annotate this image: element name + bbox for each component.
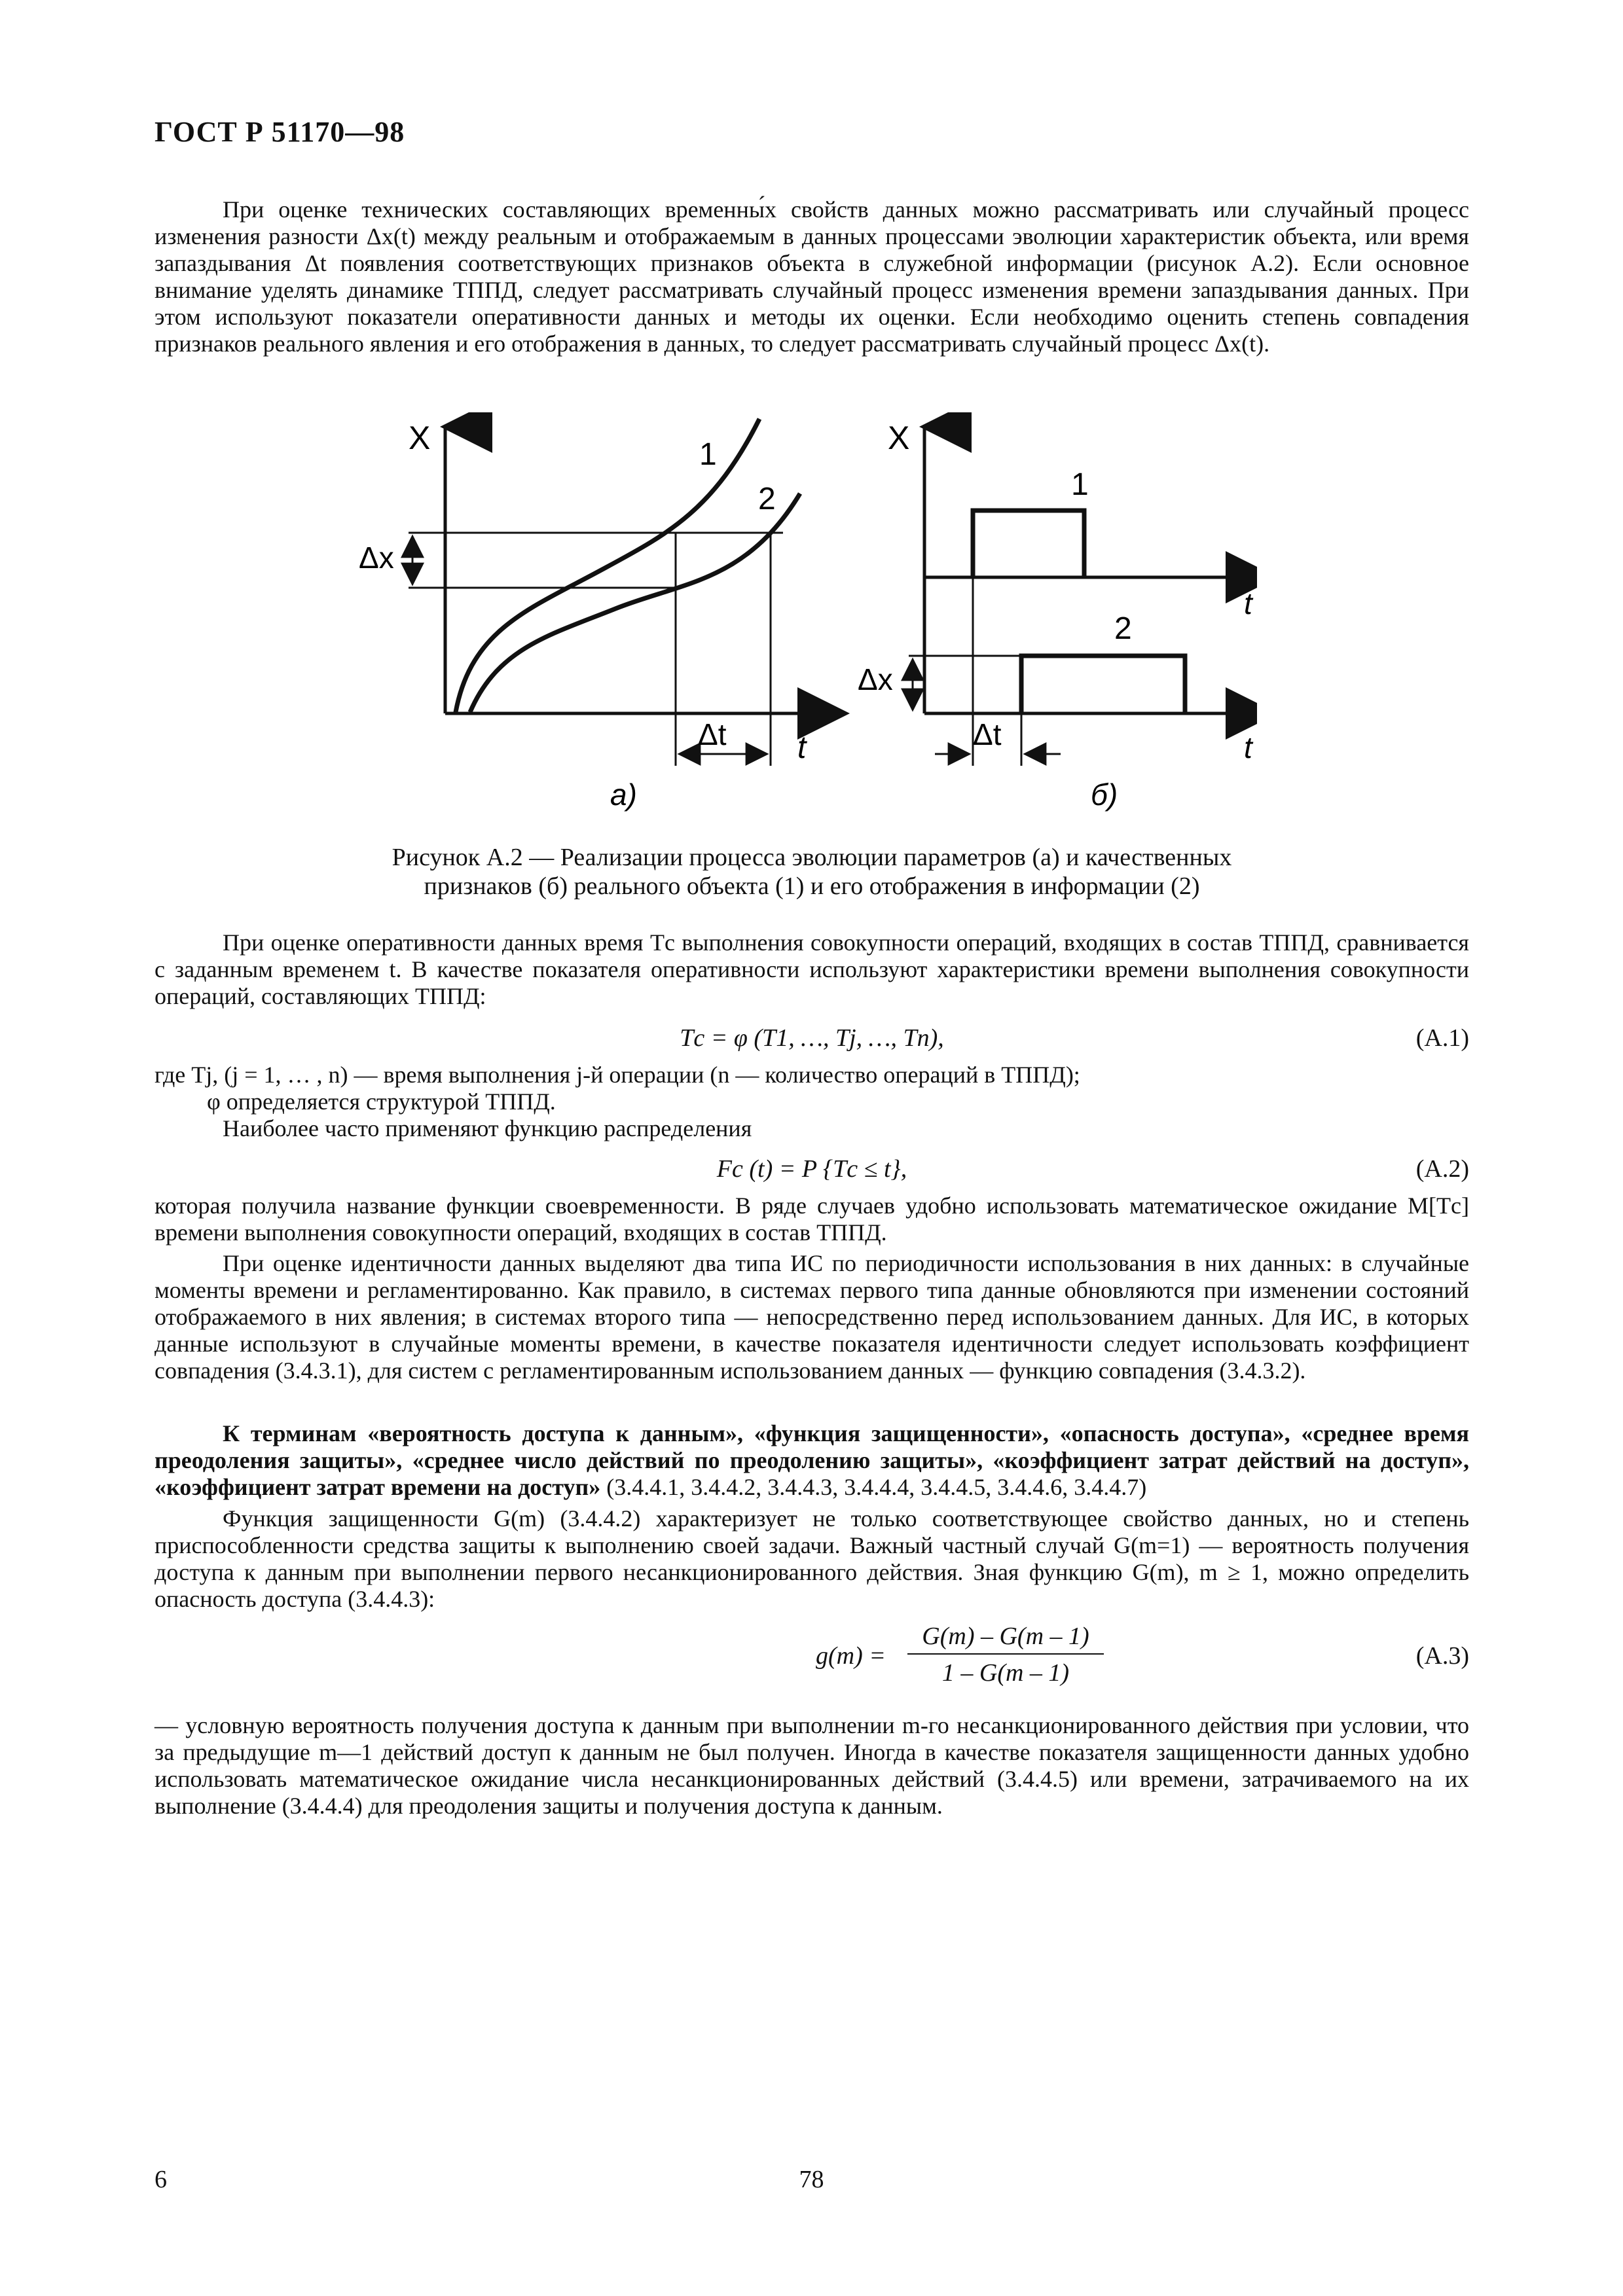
graph-b-dt-label: Δt	[973, 717, 1002, 751]
formula-a1-text: Tс = φ (T1, …, Tj, …, Tn),	[680, 1024, 944, 1052]
where-line-1: где Tj, (j = 1, … , n) — время выполнения j-й операции (n — количество операций в ТППД);	[155, 1062, 1080, 1088]
graph-b-dx-label: Δx	[858, 662, 893, 696]
graph-b-upper-t-label: t	[1244, 586, 1252, 620]
formula-a3-numerator: G(m) – G(m – 1)	[907, 1622, 1104, 1655]
graph-b-pulse-2-label: 2	[1114, 611, 1132, 646]
graph-b-y-label: X	[888, 420, 910, 456]
formula-a2-expression	[155, 1155, 1469, 1183]
graph-a-curve-1-label: 1	[699, 437, 717, 472]
graph-b	[858, 420, 1257, 812]
figure-caption	[155, 843, 1469, 901]
intro-paragraph	[155, 196, 1469, 357]
distribution-intro: Наиболее часто применяют функцию распределения	[223, 1115, 752, 1141]
graph-a-x-label: t	[797, 730, 807, 765]
timeliness-paragraph-text: которая получила название функции своевременности. В ряде случаев удобно использовать математическое ожидание M[Tс] времени выполнения совокупности операций, входящих в состав ТППД.	[155, 1193, 1469, 1246]
terms-heading	[155, 1420, 1469, 1501]
terms-heading-bold: К терминам «вероятность доступа к данным», «функция защищенности», «опасность доступа», «среднее время преодоления защиты», «среднее число действий по преодолению защиты», «коэффициент затрат действий на доступ», «коэффициент затрат времени на доступ»	[155, 1420, 1469, 1500]
intro-paragraph-text: При оценке технических составляющих временны́х свойств данных можно рассматривать или случайный процесс изменения разности Δx(t) между реальным и отображаемым в данных процессами эволюции характеристик объекта, или время запаздывания Δt появления соответствующих признаков объекта в служебной информации (рисунок А.2). Если основное внимание уделять динамике ТППД, следует рассматривать случайный процесс изменения времени запаздывания данных. При этом используют показатели оперативности данных и методы их оценки. Если необходимо оценить степень совпадения признаков реального явления и его отображения в данных, то следует рассматривать случайный процесс Δx(t).	[155, 196, 1469, 357]
document-id: ГОСТ Р 51170—98	[155, 116, 405, 148]
figure-caption-line-1: Рисунок А.2 — Реализации процесса эволюции параметров (а) и качественных	[392, 844, 1232, 871]
where-line-2: φ определяется структурой ТППД.	[207, 1088, 556, 1115]
formula-a3	[155, 1622, 1469, 1694]
formula-a3-number: (А.3)	[1415, 1642, 1469, 1670]
section-page-number: 6	[155, 2166, 167, 2193]
formula-a1-number: (А.1)	[1415, 1024, 1469, 1052]
identity-paragraph-text: При оценке идентичности данных выделяют два типа ИС по периодичности использования в них данных: в случайные моменты времени и регламентированно. Как правило, в системах первого типа данные обновляются при изменении состояний отображаемого в них явления; в системах второго типа — непосредственно перед использованием данных. Для ИС, в которых данные используют в случайные моменты времени, в качестве показателя идентичности следует использовать коэффициент совпадения (3.4.3.1), для систем с регламентированным использованием данных — функцию совпадения (3.4.3.2).	[155, 1250, 1469, 1384]
graph-a-dt-label: Δt	[698, 717, 727, 751]
figure-caption-line-2: признаков (б) реального объекта (1) и его отображения в информации (2)	[424, 872, 1200, 900]
graph-b-lower-t-label: t	[1244, 730, 1252, 764]
terms-heading-refs: (3.4.4.1, 3.4.4.2, 3.4.4.3, 3.4.4.4, 3.4.4.5, 3.4.4.6, 3.4.4.7)	[600, 1474, 1147, 1500]
operativity-paragraph	[155, 929, 1469, 1010]
identity-paragraph	[155, 1250, 1469, 1384]
graph-a-curve-2-label: 2	[758, 482, 776, 516]
formula-a1-expression	[155, 1024, 1469, 1052]
graph-a-sublabel: а)	[610, 778, 637, 812]
formula-a2-number: (А.2)	[1415, 1155, 1469, 1183]
graph-b-pulse-1-label: 1	[1071, 467, 1089, 502]
conditional-paragraph	[155, 1712, 1469, 1820]
figure-a2-diagram	[340, 412, 1257, 818]
timeliness-paragraph	[155, 1193, 1469, 1246]
formula-a2-text: Fс (t) = P {Tс ≤ t},	[716, 1155, 907, 1183]
graph-a-curve-2	[470, 493, 800, 712]
graph-b-pulse-1	[973, 511, 1084, 577]
terms-heading-text	[155, 1420, 1469, 1501]
page-number: 78	[799, 2166, 824, 2193]
graph-b-sublabel: б)	[1091, 778, 1118, 812]
operativity-paragraph-text: При оценке оперативности данных время Tс выполнения совокупности операций, входящих в состав ТППД, сравнивается с заданным временем t. В качестве показателя оперативности используют характеристики времени выполнения совокупности операций, составляющих ТППД:	[155, 929, 1469, 1009]
graph-a-y-label: X	[409, 420, 431, 456]
conditional-paragraph-text: — условную вероятность получения доступа к данным при выполнении m-го несанкционированного действия при условии, что за предыдущие m—1 действий доступ к данным не был получен. Иногда в качестве показателя защищенности данных удобно использовать математическое ожидание числа несанкционированных действий (3.4.4.5) или времени, затрачиваемого на их выполнение (3.4.4.4) для преодоления защиты и получения доступа к данным.	[155, 1712, 1469, 1819]
formula-a3-denominator: 1 – G(m – 1)	[941, 1659, 1070, 1687]
graph-b-pulse-2	[1021, 656, 1185, 713]
formula-a3-fraction	[155, 1622, 1469, 1694]
protection-paragraph-text: Функция защищенности G(m) (3.4.4.2) характеризует не только соответствующее свойство данных, но и степень приспособленности средства защиты к выполнению своей задачи. Важный частный случай G(m=1) — вероятность получения доступа к данным при выполнении первого несанкционированного действия. Зная функцию G(m), m ≥ 1, можно определить опасность доступа (3.4.4.3):	[155, 1505, 1469, 1612]
formula-a1	[155, 1024, 1469, 1054]
graph-a-dx-label: Δx	[359, 541, 394, 575]
protection-paragraph	[155, 1505, 1469, 1613]
formula-a2	[155, 1155, 1469, 1185]
formula-a3-lhs: g(m) =	[816, 1642, 886, 1670]
graph-a	[359, 419, 845, 812]
figure-a2	[340, 412, 1257, 818]
formula-a1-explanation	[155, 1062, 1469, 1142]
